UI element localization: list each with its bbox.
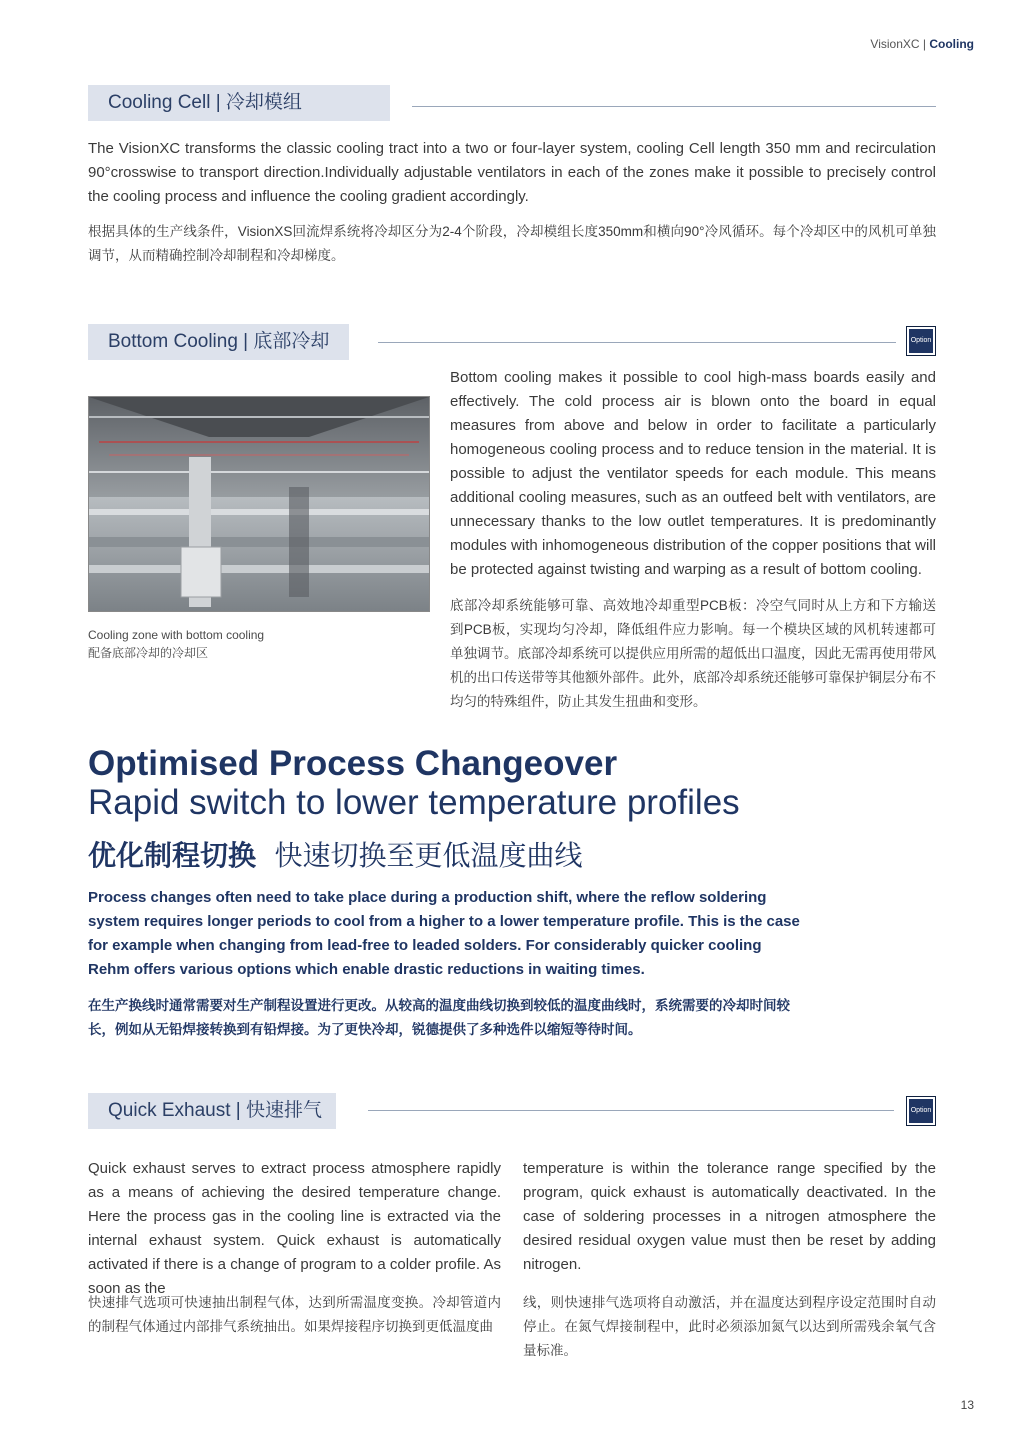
cooling-cell-text-cn: 根据具体的生产线条件，VisionXS回流焊系统将冷却区分为2-4个阶段，冷却模组长度350mm和横向90°冷风循环。每个冷却区中的风机可单独调节，从而精确控制冷却制程和冷却梯度。 <box>88 224 936 263</box>
bottom-cooling-text-cn: 底部冷却系统能够可靠、高效地冷却重型PCB板：冷空气同时从上方和下方输送到PCB板，实现均匀冷却，降低组件应力影响。每一个模块区域的风机转速都可单独调节。底部冷却系统可以提供应用所需的超低出口温度，因此无需再使用带风机的出口传送带等其他额外部件。此外，底部冷却系统还能够可靠保护铜层分布不均匀的特殊组件，防止其发生扭曲和变形。 <box>450 598 936 709</box>
section-tab-bottom-cooling: Bottom Cooling | 底部冷却 <box>88 324 349 360</box>
running-header <box>870 37 974 51</box>
section-tab-quick-exhaust: Quick Exhaust | 快速排气 <box>88 1093 336 1129</box>
header-product: VisionXC <box>870 37 920 51</box>
option-badge: Option <box>906 326 936 356</box>
section-tab-cooling-cell: Cooling Cell | 冷却模组 <box>88 85 390 121</box>
changeover-title-cn <box>88 834 936 874</box>
changeover-title-cn-light: 快速切换至更低温度曲线 <box>274 840 583 871</box>
changeover-title: Optimised Process Changeover <box>88 744 618 783</box>
changeover-intro-cn: 在生产换线时通常需要对生产制程设置进行更改。从较高的温度曲线切换到较低的温度曲线时，系统需要的冷却时间较长，例如从无铅焊接转换到有铅焊接。为了更快冷却，锐德提供了多种选件以缩短等待时间。 <box>88 998 790 1037</box>
section-divider <box>412 106 936 107</box>
cooling-cell-text-en: The VisionXC transforms the classic cooling tract into a two or four-layer system, cooling Cell length 350 mm and recirculation 90°crosswise to transport direction.Individually adjustable ventilators in each of the zones make it possible to precisely control the cooling process and influence the cooling gradient accordingly. <box>88 140 936 205</box>
header-separator: | <box>919 37 930 51</box>
section-divider <box>368 1110 894 1111</box>
page-number: 13 <box>960 1398 974 1412</box>
changeover-subtitle: Rapid switch to lower temperature profiles <box>88 783 740 822</box>
quick-exhaust-col1-en: Quick exhaust serves to extract process atmosphere rapidly as a means of achieving the desired temperature change. Here the process gas in the cooling line is extracted via the internal exhaust system. Quick exhaust is automatically activated if there is a change of program to a colder profile. As soon as the <box>88 1160 501 1297</box>
photo-caption-en: Cooling zone with bottom cooling <box>88 628 265 642</box>
quick-exhaust-col1-cn: 快速排气选项可快速抽出制程气体，达到所需温度变换。冷却管道内的制程气体通过内部排气系统抽出。如果焊接程序切换到更低温度曲 <box>88 1295 501 1334</box>
cooling-zone-photo <box>88 396 430 612</box>
changeover-title-cn-bold: 优化制程切换 <box>88 840 257 871</box>
section-divider <box>378 342 896 343</box>
bottom-cooling-text-en: Bottom cooling makes it possible to cool high-mass boards easily and effectively. The cold process air is blown onto the board in equal measures from above and below in order to facilitate a particularly homogeneous cooling process and to reduce tension in the material. It is possible to adjust the ventilator speeds for each module. This means additional cooling measures, such as an outfeed belt with ventilators, are unnecessary thanks to the low outlet temperatures. It is predominantly modules with inhomogeneous distribution of the copper positions that will be protected against twisting and warping as a result of bottom cooling. <box>450 369 936 578</box>
cooling-zone-illustration <box>89 397 429 611</box>
header-section: Cooling <box>929 37 974 51</box>
quick-exhaust-col2-en: temperature is within the tolerance range specified by the program, quick exhaust is automatically deactivated. In the case of soldering processes in a nitrogen atmosphere the desired residual oxygen value must then be reset by adding nitrogen. <box>523 1160 936 1273</box>
quick-exhaust-col2-cn: 线，则快速排气选项将自动激活，并在温度达到程序设定范围时自动停止。在氮气焊接制程中，此时必须添加氮气以达到所需残余氧气含量标准。 <box>523 1295 936 1358</box>
option-badge: Option <box>906 1096 936 1126</box>
photo-caption-cn: 配备底部冷却的冷却区 <box>88 646 209 660</box>
changeover-intro-en: Process changes often need to take place during a production shift, where the reflow soldering system requires longer periods to cool from a higher to a lower temperature profile. This is the case for example when changing from lead-free to leaded solders. For considerably quicker cooling Rehm offers various options which enable drastic reductions in waiting times. <box>88 889 800 978</box>
